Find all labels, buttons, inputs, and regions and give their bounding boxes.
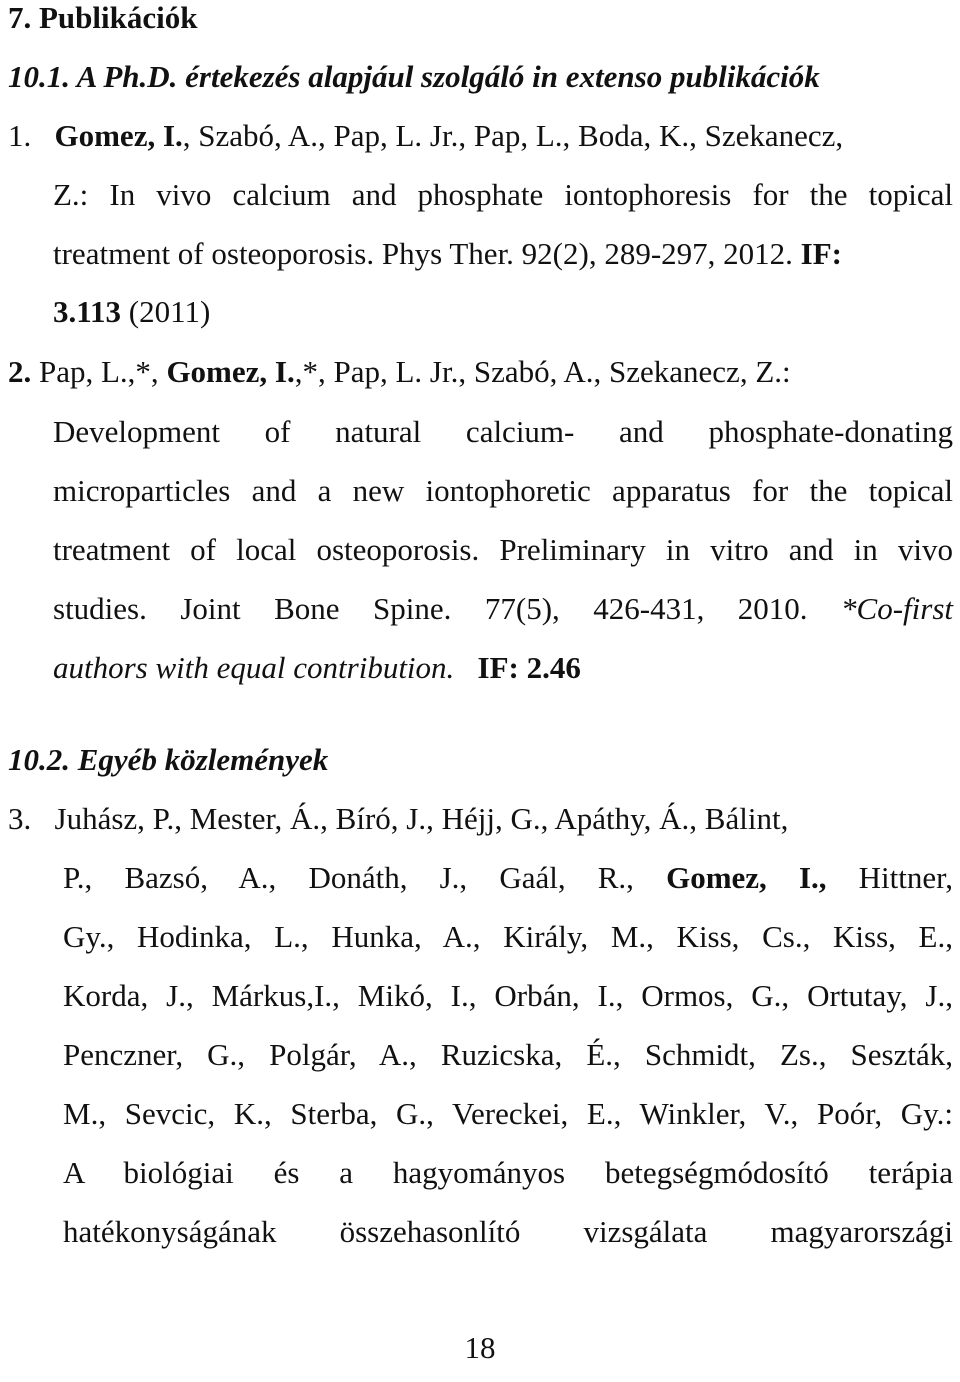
pub2-cofirst-note-cont: authors with equal contribution. [53, 650, 455, 685]
pub1-line-2: Z.: In vivo calcium and phosphate iontophoresis for the topical [53, 177, 953, 212]
pub1-number: 1. [8, 118, 32, 153]
pub3-number: 3. [8, 801, 32, 836]
pub1-if-value: 3.113 [53, 294, 122, 329]
pub2-number: 2. [8, 354, 32, 389]
pub2-author-1: Pap, L.,*, [31, 354, 167, 389]
pub2-impact-factor: IF: 2.46 [477, 650, 581, 685]
pub3-line-3: Gy., Hodinka, L., Hunka, A., Király, M., Kiss, Cs., Kiss, E., [63, 919, 953, 954]
pub1-line-3 [53, 234, 842, 274]
pub2-authors-rest: ,*, Pap, L. Jr., Szabó, A., Szekanecz, Z.: [294, 354, 791, 389]
pub2-line-1 [8, 352, 791, 392]
pub2-line-2: Development of natural calcium- and phosphate-donating [53, 414, 953, 449]
pub3-line-8: hatékonyságának összehasonlító vizsgálata magyarországi [63, 1214, 953, 1249]
pub2-line-5 [53, 589, 953, 629]
pub1-line-1 [8, 116, 953, 156]
pub1-line-4 [53, 292, 210, 332]
pub1-if-year: (2011) [121, 294, 211, 329]
pub1-if-label: IF: [800, 236, 842, 271]
pub3-line-1 [8, 799, 953, 839]
pub3-line-2 [63, 858, 953, 898]
pub2-cofirst-note: *Co-first [841, 591, 953, 626]
pub3-line-7: A biológiai és a hagyományos betegségmódosító terápia [63, 1155, 953, 1190]
pub3-author-bold: Gomez, I., [666, 860, 827, 895]
pub3-line-5: Penczner, G., Polgár, A., Ruzicska, É., Schmidt, Zs., Seszták, [63, 1037, 953, 1072]
subsection-heading-in-extenso: 10.1. A Ph.D. értekezés alapjául szolgáló in extenso publikációk [8, 59, 820, 94]
pub3-line-4: Korda, J., Márkus,I., Mikó, I., Orbán, I., Ormos, G., Ortutay, J., [63, 978, 953, 1013]
pub2-citation: studies. Joint Bone Spine. 77(5), 426-431, 2010. [53, 591, 842, 626]
pub3-authors-1: Juhász, P., Mester, Á., Bíró, J., Héjj, G., Apáthy, Á., Bálint, [54, 801, 789, 836]
pub2-line-6 [53, 648, 581, 688]
pub3-authors-2b: Hittner, [826, 860, 953, 895]
pub1-author-bold: Gomez, I. [54, 118, 183, 153]
pub1-authors: , Szabó, A., Pap, L. Jr., Pap, L., Boda, K., Szekanecz, [182, 118, 844, 153]
pub2-line-4: treatment of local osteoporosis. Preliminary in vitro and in vivo [53, 532, 953, 567]
section-heading: 7. Publikációk [8, 0, 198, 35]
pub1-citation: treatment of osteoporosis. Phys Ther. 92(2), 289-297, 2012. [53, 236, 801, 271]
pub2-author-bold: Gomez, I. [166, 354, 295, 389]
subsection-heading-other: 10.2. Egyéb közlemények [8, 742, 329, 777]
pub2-line-3: microparticles and a new iontophoretic apparatus for the topical [53, 473, 953, 508]
pub3-line-6: M., Sevcic, K., Sterba, G., Vereckei, E., Winkler, V., Poór, Gy.: [63, 1096, 953, 1131]
page-number: 18 [464, 1330, 496, 1365]
pub3-authors-2a: P., Bazsó, A., Donáth, J., Gaál, R., [63, 860, 667, 895]
